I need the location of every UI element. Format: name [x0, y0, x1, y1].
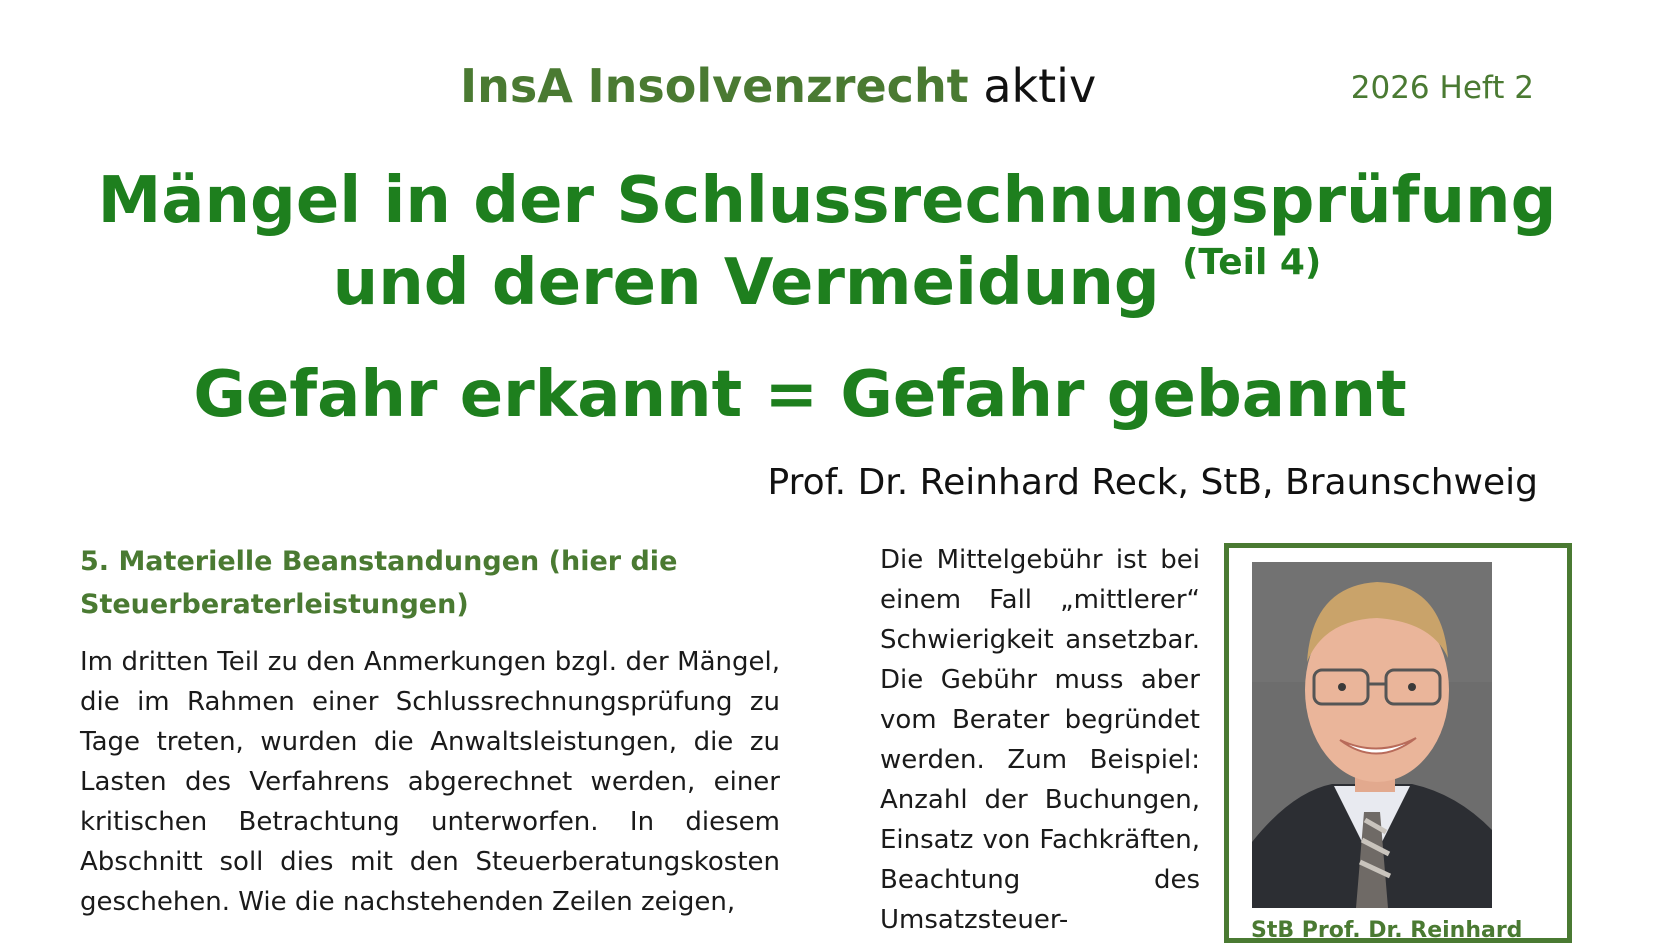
article-title: [0, 160, 1654, 324]
journal-brand: [460, 58, 1096, 114]
brand-aktiv: aktiv: [983, 59, 1097, 113]
left-column: [80, 540, 780, 922]
article-subtitle: Gefahr erkannt = Gefahr gebannt: [193, 358, 1407, 432]
author-caption: StB Prof. Dr. Reinhard: [1251, 918, 1523, 943]
brand-ins: InsA: [460, 59, 573, 113]
left-paragraph: Im dritten Teil zu den Anmerkungen bzgl. der Mängel, die im Rahmen einer Schlussrechnungsprüfung zu Tage treten, wurden die Anwaltsleistungen, die zu Lasten des Verfahrens abgerechnet werden, einer kritischen Betrachtung unterworfen. In diesem Abschnitt soll dies mit den Steuerberatungskosten geschehen. Wie die nachstehenden Zeilen zeigen,: [80, 647, 780, 917]
title-line-2: [0, 242, 1654, 324]
title-line-2-text: und deren Vermeidung: [332, 246, 1160, 320]
middle-column: [880, 540, 1200, 940]
author-portrait-image: [1252, 562, 1492, 908]
author-line: Prof. Dr. Reinhard Reck, StB, Braunschweig: [767, 462, 1538, 503]
masthead: [0, 58, 1654, 118]
brand-insolvenzrecht: Insolvenzrecht: [587, 59, 969, 113]
author-photo: [1252, 562, 1492, 908]
title-line-1: Mängel in der Schlussrechnungsprüfung: [97, 164, 1557, 238]
issue-label: 2026 Heft 2: [1350, 70, 1534, 106]
section-heading: 5. Materielle Beanstandungen (hier die Steuerberaterleistungen): [80, 546, 678, 620]
title-part-label: (Teil 4): [1181, 242, 1322, 283]
middle-paragraph: Die Mittelgebühr ist bei einem Fall „mittlerer“ Schwierigkeit ansetzbar. Die Gebühr muss aber vom Berater begründet werden. Zum Beispiel: Anzahl der Buchungen, Einsatz von Fachkräften, Beachtung des Umsatzsteuer-: [880, 545, 1200, 935]
author-box: [1224, 543, 1572, 943]
